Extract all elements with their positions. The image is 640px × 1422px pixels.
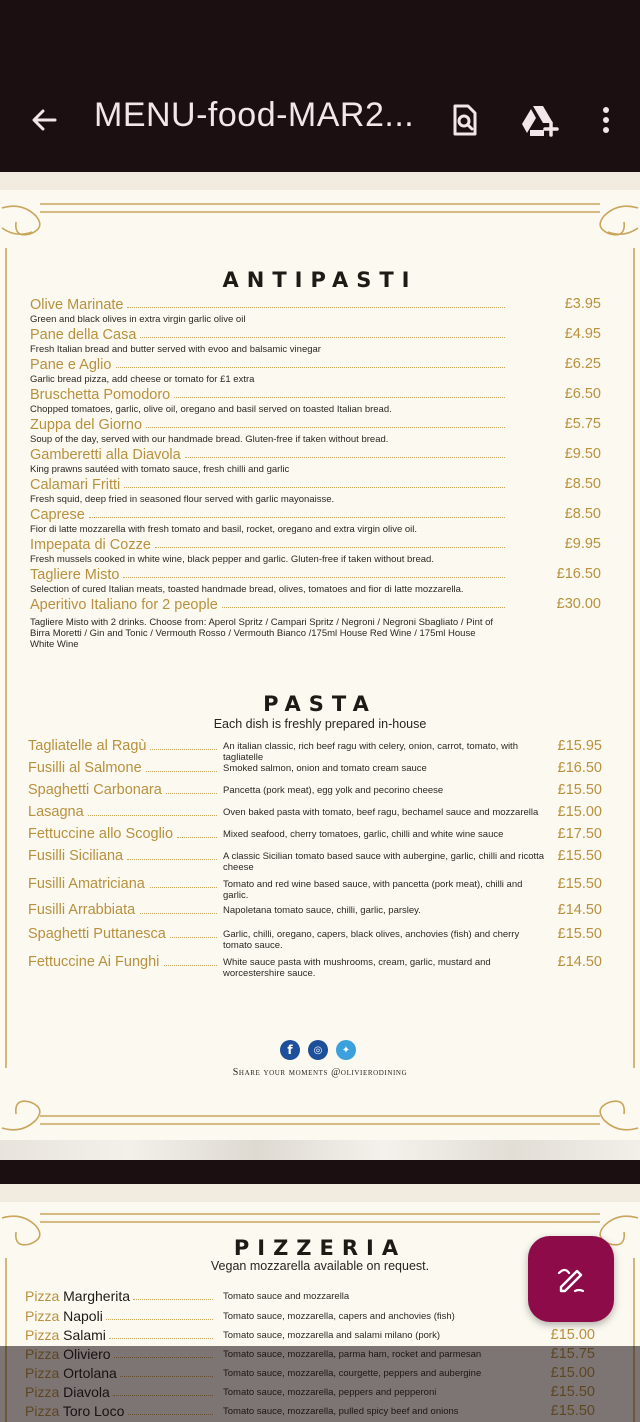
antipasti-item bbox=[30, 536, 605, 565]
item-description: Napoletana tomato sauce, chilli, garlic, parsley. bbox=[223, 905, 421, 916]
pizzeria-subtitle: Vegan mozzarella available on request. bbox=[210, 1259, 430, 1273]
item-description: Selection of cured Italian meats, toasted handmade bread, olives, tomatoes and fior di latte mozzarella. bbox=[30, 584, 464, 595]
item-description: White sauce pasta with mushrooms, cream, garlic, mustard and worcestershire sauce. bbox=[223, 957, 491, 979]
edit-fab-button[interactable] bbox=[528, 1236, 614, 1322]
item-price: £6.25 bbox=[564, 356, 601, 372]
item-description: Fresh mussels cooked in white wine, black pepper and garlic. Gluten-free if taken without bread. bbox=[30, 554, 434, 565]
item-name: Caprese bbox=[30, 507, 85, 523]
item-name: Fettuccine allo Scoglio bbox=[28, 826, 174, 842]
leader-dots bbox=[150, 749, 217, 750]
antipasti-item bbox=[30, 386, 605, 415]
item-description: Smoked salmon, onion and tomato cream sauce bbox=[223, 763, 427, 774]
app-bar bbox=[0, 78, 640, 160]
drive-add-icon[interactable] bbox=[518, 98, 562, 142]
page-bottom-marble bbox=[0, 1140, 640, 1160]
item-price: £16.50 bbox=[556, 566, 601, 582]
leader-dots bbox=[140, 913, 217, 914]
leader-dots bbox=[123, 577, 505, 578]
item-name bbox=[25, 1327, 106, 1343]
item-name: Fusilli al Salmone bbox=[28, 760, 142, 776]
facebook-icon[interactable]: f bbox=[280, 1040, 300, 1060]
item-description: An italian classic, rich beef ragu with celery, onion, carrot, tomato, with tagliatelle bbox=[223, 741, 518, 763]
item-price: £16.50 bbox=[557, 760, 602, 776]
antipasti-item bbox=[30, 446, 605, 475]
leader-dots bbox=[140, 337, 505, 338]
item-price: £15.50 bbox=[557, 782, 602, 798]
item-name: Tagliere Misto bbox=[30, 567, 120, 583]
item-name bbox=[25, 1308, 103, 1324]
antipasti-item bbox=[30, 416, 605, 445]
antipasti-item bbox=[30, 566, 605, 595]
antipasti-item bbox=[30, 596, 605, 650]
status-bar bbox=[0, 0, 640, 78]
leader-dots bbox=[88, 815, 217, 816]
leader-dots bbox=[116, 367, 505, 368]
leader-dots bbox=[150, 887, 217, 888]
pizza-prefix: Pizza bbox=[25, 1327, 60, 1343]
pdf-page-1[interactable] bbox=[0, 172, 640, 1160]
pizzeria-title: PIZZERIA bbox=[233, 1236, 407, 1260]
antipasti-item bbox=[30, 356, 605, 385]
item-name: Fusilli Amatriciana bbox=[28, 876, 145, 892]
item-price: £9.50 bbox=[564, 446, 601, 462]
item-price: £5.75 bbox=[564, 416, 601, 432]
item-price: £14.50 bbox=[557, 954, 602, 970]
item-name: Aperitivo Italiano for 2 people bbox=[30, 597, 218, 613]
item-price: £3.95 bbox=[564, 296, 601, 312]
item-description: Tagliere Misto with 2 drinks. Choose from: Aperol Spritz / Campari Spritz / Negroni / Negroni Sbagliato / Pint of Birra Moretti / Gin and Tonic / Vermouth Rosso / Vermouth Bianco /175ml House Red Wine / 175ml House White Wine bbox=[30, 617, 494, 650]
item-name: Spaghetti Puttanesca bbox=[28, 926, 166, 942]
item-description: Garlic, chilli, oregano, capers, black olives, anchovies (fish) and cherry tomato sauce. bbox=[223, 929, 520, 951]
antipasti-item bbox=[30, 476, 605, 505]
item-price: £15.50 bbox=[557, 848, 602, 864]
item-price: £15.00 bbox=[550, 1327, 595, 1343]
document-title: MENU-food-MAR2... bbox=[94, 96, 415, 134]
leader-dots bbox=[127, 859, 217, 860]
item-description: Fior di latte mozzarella with fresh tomato and basil, rocket, oregano and extra virgin olive oil. bbox=[30, 524, 418, 535]
item-name: Calamari Fritti bbox=[30, 477, 121, 493]
item-name: Fusilli Siciliana bbox=[28, 848, 124, 864]
twitter-icon[interactable]: ✦ bbox=[336, 1040, 356, 1060]
pizza-prefix: Pizza bbox=[25, 1288, 60, 1304]
item-price: £30.00 bbox=[556, 596, 601, 612]
item-name: Fusilli Arrabbiata bbox=[28, 902, 136, 918]
item-name: Spaghetti Carbonara bbox=[28, 782, 162, 798]
item-price: £15.50 bbox=[557, 876, 602, 892]
edit-pen-icon bbox=[553, 1261, 589, 1297]
leader-dots bbox=[155, 547, 505, 548]
leader-dots bbox=[166, 793, 217, 794]
instagram-icon[interactable]: ◎ bbox=[308, 1040, 328, 1060]
item-name: Bruschetta Pomodoro bbox=[30, 387, 171, 403]
leader-dots bbox=[164, 965, 217, 966]
item-price: £6.50 bbox=[564, 386, 601, 402]
item-price: £8.50 bbox=[564, 476, 601, 492]
item-price: £14.50 bbox=[557, 902, 602, 918]
item-description: Green and black olives in extra virgin garlic olive oil bbox=[30, 314, 246, 325]
leader-dots bbox=[133, 1299, 213, 1300]
leader-dots bbox=[185, 457, 505, 458]
back-arrow-icon[interactable] bbox=[24, 100, 64, 140]
item-name: Zuppa del Giorno bbox=[30, 417, 143, 433]
item-price: £15.50 bbox=[557, 926, 602, 942]
item-price: £15.95 bbox=[557, 738, 602, 754]
pizza-name: Salami bbox=[63, 1327, 106, 1343]
antipasti-item bbox=[30, 506, 605, 535]
item-description: Chopped tomatoes, garlic, olive oil, oregano and basil served on toasted Italian bread. bbox=[30, 404, 392, 415]
leader-dots bbox=[89, 517, 505, 518]
search-document-icon[interactable] bbox=[443, 98, 487, 142]
leader-dots bbox=[124, 487, 505, 488]
more-vert-icon[interactable] bbox=[584, 98, 628, 142]
leader-dots bbox=[222, 607, 505, 608]
bottom-shade bbox=[0, 1346, 640, 1422]
pasta-subtitle: Each dish is freshly prepared in-house bbox=[213, 717, 427, 731]
item-description: Tomato and red wine based sauce, with pancetta (pork meat), chilli and garlic. bbox=[223, 879, 523, 901]
item-price: £8.50 bbox=[564, 506, 601, 522]
item-price: £9.95 bbox=[564, 536, 601, 552]
item-price: £15.00 bbox=[557, 804, 602, 820]
antipasti-title: ANTIPASTI bbox=[222, 268, 418, 292]
item-name: Fettuccine Ai Funghi bbox=[28, 954, 160, 970]
item-description: King prawns sautéed with tomato sauce, fresh chilli and garlic bbox=[30, 464, 290, 475]
item-name: Gamberetti alla Diavola bbox=[30, 447, 181, 463]
share-text: Share your moments @olivierodining bbox=[232, 1067, 408, 1078]
leader-dots bbox=[146, 771, 217, 772]
item-description: Fresh Italian bread and butter served with evoo and balsamic vinegar bbox=[30, 344, 321, 355]
pizza-name: Napoli bbox=[63, 1308, 103, 1324]
leader-dots bbox=[170, 937, 217, 938]
leader-dots bbox=[146, 427, 505, 428]
item-name: Olive Marinate bbox=[30, 297, 124, 313]
leader-dots bbox=[109, 1338, 213, 1339]
leader-dots bbox=[106, 1319, 213, 1320]
item-name: Pane della Casa bbox=[30, 327, 137, 343]
item-description: Fresh squid, deep fried in seasoned flour served with garlic mayonaisse. bbox=[30, 494, 335, 505]
pizza-prefix: Pizza bbox=[25, 1308, 60, 1324]
item-price: £4.95 bbox=[564, 326, 601, 342]
leader-dots bbox=[177, 837, 217, 838]
antipasti-item bbox=[30, 296, 605, 325]
item-description: A classic Sicilian tomato based sauce with aubergine, garlic, chilli and ricotta cheese bbox=[223, 851, 545, 873]
item-name bbox=[25, 1288, 130, 1304]
antipasti-item bbox=[30, 326, 605, 355]
item-description: Garlic bread pizza, add cheese or tomato for £1 extra bbox=[30, 374, 255, 385]
item-name: Pane e Aglio bbox=[30, 357, 112, 373]
item-description: Soup of the day, served with our handmade bread. Gluten-free if taken without bread. bbox=[30, 434, 389, 445]
item-description: Tomato sauce and mozzarella bbox=[223, 1291, 350, 1302]
item-description: Tomato sauce, mozzarella, capers and anchovies (fish) bbox=[223, 1311, 455, 1322]
item-name: Lasagna bbox=[28, 804, 84, 820]
social-icons bbox=[280, 1040, 356, 1060]
item-description: Tomato sauce, mozzarella and salami milano (pork) bbox=[223, 1330, 441, 1341]
pizza-name: Margherita bbox=[63, 1288, 131, 1304]
item-name: Tagliatelle al Ragù bbox=[28, 738, 147, 754]
pasta-title: PASTA bbox=[263, 692, 377, 716]
item-description: Oven baked pasta with tomato, beef ragu, bechamel sauce and mozzarella bbox=[223, 807, 539, 818]
item-name: Impepata di Cozze bbox=[30, 537, 151, 553]
item-description: Mixed seafood, cherry tomatoes, garlic, chilli and white wine sauce bbox=[223, 829, 504, 840]
leader-dots bbox=[174, 397, 505, 398]
item-description: Pancetta (pork meat), egg yolk and pecorino cheese bbox=[223, 785, 444, 796]
leader-dots bbox=[127, 307, 505, 308]
item-price: £17.50 bbox=[557, 826, 602, 842]
